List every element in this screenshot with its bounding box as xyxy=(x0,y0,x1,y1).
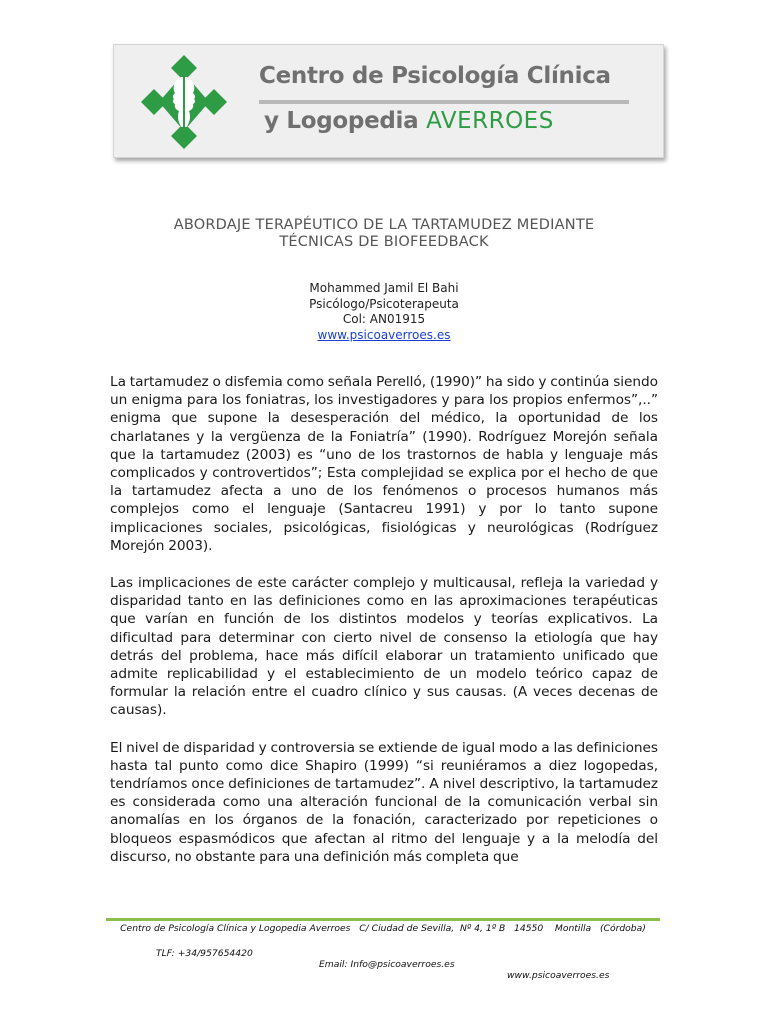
letterhead-banner xyxy=(113,44,664,158)
title-line-1: ABORDAJE TERAPÉUTICO DE LA TARTAMUDEZ MEDIANTE xyxy=(173,217,595,233)
website-link[interactable]: www.psicoaverroes.es xyxy=(317,327,451,342)
author-license: Col: AN01915 xyxy=(342,312,426,326)
green-cross-profile-faces-logo-icon xyxy=(141,55,227,149)
footer-phone: TLF: +34/957654420 xyxy=(156,948,253,959)
brand-name-prefix: y Logopedia xyxy=(264,108,419,134)
title-line-2: TÉCNICAS DE BIOFEEDBACK xyxy=(279,234,489,250)
brand-name-line1: Centro de Psicología Clínica xyxy=(259,63,611,89)
brand-name-accent: AVERROES xyxy=(426,108,554,134)
brand-divider xyxy=(259,100,629,104)
paragraph-2: Las implicaciones de este carácter complejo y multicausal, refleja la variedad y disparidad tanto en las definiciones como en las aproximaciones terapéuticas que varían en función de los distintos modelos y teorías explicativos. La dificultad para determinar con cierto nivel de consenso la etiología que hay detrás del problema, hace más difícil elaborar un tratamiento unificado que admite replicabilidad y el establecimiento de un modelo teórico capaz de formular la relación entre el cuadro clínico y sus causas. (A veces decenas de causas). xyxy=(110,575,658,719)
author-name: Mohammed Jamil El Bahi xyxy=(309,281,459,295)
document-body xyxy=(110,373,658,885)
document-title xyxy=(110,217,658,251)
footer-email: Email: Info@psicoaverroes.es xyxy=(319,959,455,970)
paragraph-1: La tartamudez o disfemia como señala Perelló, (1990)” ha sido y continúa siendo un enigma para los foniatras, los investigadores y para los propios enfermos”,..” enigma que supone la desesperación del médico, la oportunidad de los charlatanes y la vergüenza de la Foniatría” (1990). Rodríguez Morejón señala que la tartamudez (2003) es “uno de los trastornos de habla y lenguaje más complicados y controvertidos”; Esta complejidad se explica por el hecho de que la tartamudez afecta a uno de los fenómenos o procesos humanos más complejos como el lenguaje (Santacreu 1991) y por lo tanto supone implicaciones sociales, psicológicas, fisiológicas y neurológicas (Rodríguez Morejón 2003). xyxy=(110,374,658,554)
brand-name-line2 xyxy=(264,108,554,134)
paragraph-3: El nivel de disparidad y controversia se extiende de igual modo a las definiciones hasta tal punto como dice Shapiro (1999) “si reuniéramos a diez logopedas, tendríamos once definiciones de tartamudez”. A nivel descriptivo, la tartamudez es considerada como una alteración funcional de la comunicación verbal sin anomalías en los órganos de la fonación, caracterizado por repeticiones o bloqueos espasmódicos que afectan al ritmo del lenguaje y a la melodía del discurso, no obstante para una definición más completa que xyxy=(110,739,658,865)
author-role: Psicólogo/Psicoterapeuta xyxy=(309,296,459,311)
footer-contact xyxy=(106,937,660,981)
footer-divider xyxy=(106,918,660,921)
author-block xyxy=(234,281,534,343)
footer-address: Centro de Psicología Clínica y Logopedia Averroes C/ Ciudad de Sevilla, Nº 4, 1º B 14550 Montilla (Córdoba) xyxy=(120,923,646,934)
footer-web: www.psicoaverroes.es xyxy=(507,970,610,981)
